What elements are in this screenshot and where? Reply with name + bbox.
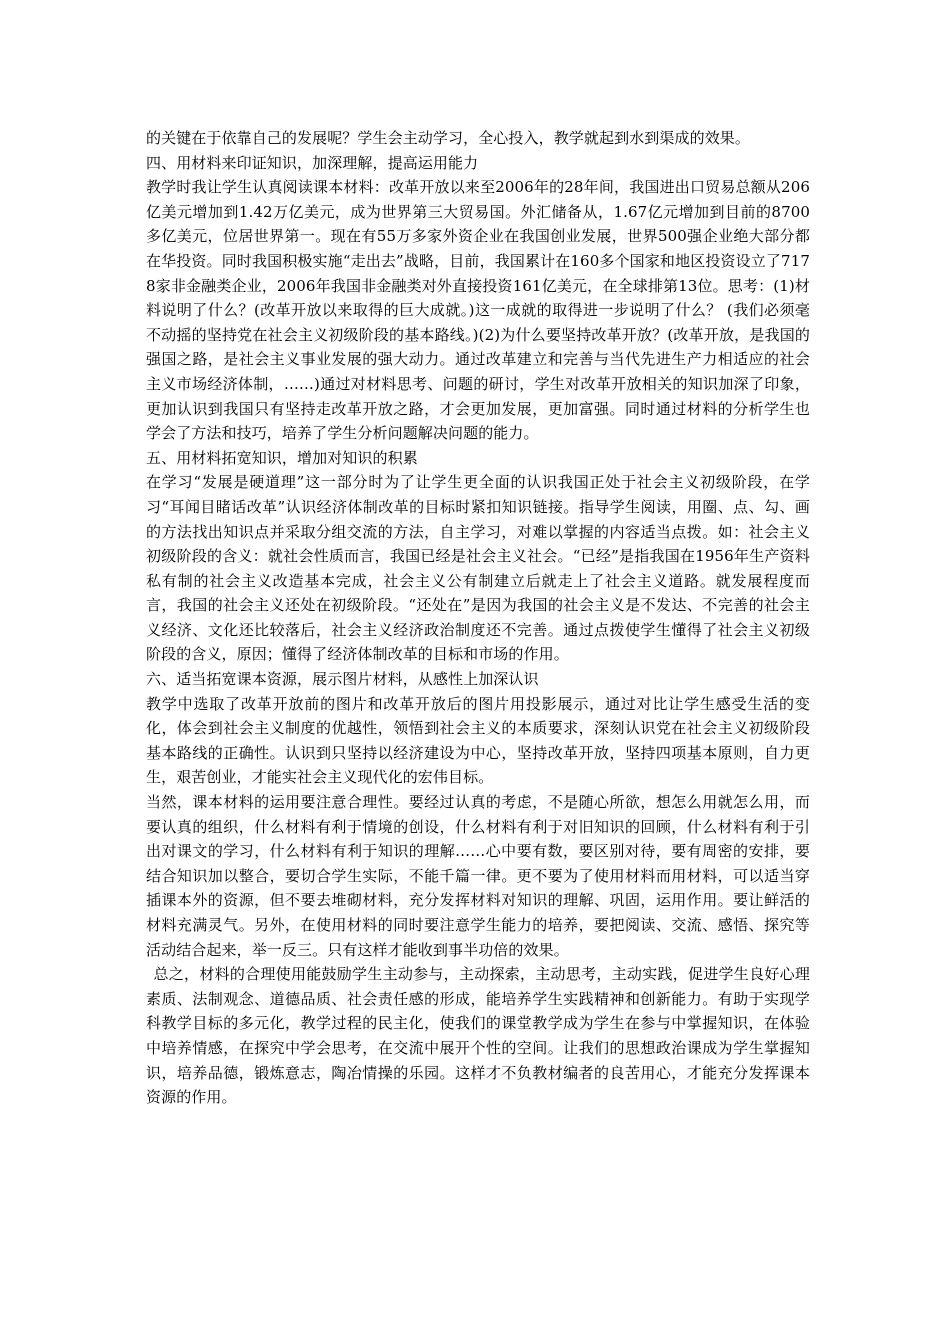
paragraph-section-5: 在学习“发展是硬道理”这一部分时为了让学生更全面的认识我国正处于社会主义初级阶段，在学习“耳闻目睹话改革”认识经济体制改革的目标时紧扣知识链接。指导学生阅读，用圈、点、勾、画的方法找出知识点并采取分组交流的方法，自主学习，对难以掌握的内容适当点拨。如：社会主义初级阶段的含义：就社会性质而言，我国已经是社会主义社会。“已经”是指我国在1956年生产资料私有制的社会主义改造基本完成，社会主义公有制建立后就走上了社会主义道路。就发展程度而言，我国的社会主义还处在初级阶段。“还处在”是因为我国的社会主义是不发达、不完善的社会主义经济、文化还比较落后，社会主义经济政治制度还不完善。通过点拨使学生懂得了社会主义初级阶段的含义，原因；懂得了经济体制改革的目标和市场的作用。	[146, 473, 810, 664]
section-heading-6: 六、适当拓宽课本资源，展示图片材料，从感性上加深认识	[146, 670, 539, 689]
section-heading-4: 四、用材料来印证知识，加深理解，提高运用能力	[146, 153, 479, 172]
paragraph-section-4: 教学时我让学生认真阅读课本材料：改革开放以来至2006年的28年间，我国进出口贸易总额从206亿美元增加到1.42万亿美元，成为世界第三大贸易国。外汇储备从，1.67亿元增加到目前的8700多亿美元，位居世界第一。现在有55万多家外资企业在我国创业发展，世界500强企业绝大部分都在华投资。同时我国积极实施“走出去”战略，目前，我国累计在160多个国家和地区投资设立了7178家非金融类企业，2006年我国非金融类对外直接投资161亿美元，在全球排第13位。思考：(1)材料说明了什么？(改革开放以来取得的巨大成就。)这一成就的取得进一步说明了什么？ (我们必须毫不动摇的坚持党在社会主义初级阶段的基本路线。)(2)为什么要坚持改革开放？(改革开放，是我国的强国之路，是社会主义事业发展的强大动力。通过改革建立和完善与当代先进生产力相适应的社会主义市场经济体制，……)通过对材料思考、问题的研讨，学生对改革开放相关的知识加深了印象，更加认识到我国只有坚持走改革开放之路，才会更加发展，更加富强。同时通过材料的分析学生也学会了方法和技巧，培养了学生分析问题解决问题的能力。	[146, 178, 810, 443]
paragraph-reasonable-use: 当然，课本材料的运用要注意合理性。要经过认真的考虑，不是随心所欲，想怎么用就怎么用，而要认真的组织，什么材料有利于情境的创设，什么材料有利于对旧知识的回顾，什么材料有利于引出对课文的学习，什么材料有利于知识的理解……心中要有数，要区别对待，要有周密的安排，要结合知识加以整合，要切合学生实际，不能千篇一律。更不要为了使用材料而用材料，可以适当穿插课本外的资源，但不要去堆砌材料，充分发挥材料对知识的理解、巩固，运用作用。要让鲜活的材料充满灵气。另外，在使用材料的同时要注意学生能力的培养，要把阅读、交流、感悟、探究等活动结合起来，举一反三。只有这样才能收到事半功倍的效果。	[146, 793, 810, 959]
paragraph-conclusion: 总之，材料的合理使用能鼓励学生主动参与，主动探索，主动思考，主动实践，促进学生良好心理素质、法制观念、道德品质、社会责任感的形成，能培养学生实践精神和创新能力。有助于实现学科教学目标的多元化，教学过程的民主化，使我们的课堂教学成为学生在参与中掌握知识，在体验中培养情感，在探究中学会思考，在交流中展开个性的空间。让我们的思想政治课成为学生掌握知识，培养品德，锻炼意志，陶冶情操的乐园。这样才不负教材编者的良苦用心，才能充分发挥课本资源的作用。	[146, 965, 810, 1107]
section-heading-5: 五、用材料拓宽知识，增加对知识的积累	[146, 448, 418, 467]
document-body	[146, 126, 810, 1110]
paragraph-continuation: 的关键在于依靠自己的发展呢？学生会主动学习，全心投入，教学就起到水到渠成的效果。	[146, 129, 751, 147]
paragraph-section-6: 教学中选取了改革开放前的图片和改革开放后的图片用投影展示，通过对比让学生感受生活的变化，体会到社会主义制度的优越性，领悟到社会主义的本质要求，深刻认识党在社会主义初级阶段基本路线的正确性。认识到只坚持以经济建设为中心，坚持改革开放，坚持四项基本原则，自力更生，艰苦创业，才能实社会主义现代化的宏伟目标。	[146, 694, 810, 787]
